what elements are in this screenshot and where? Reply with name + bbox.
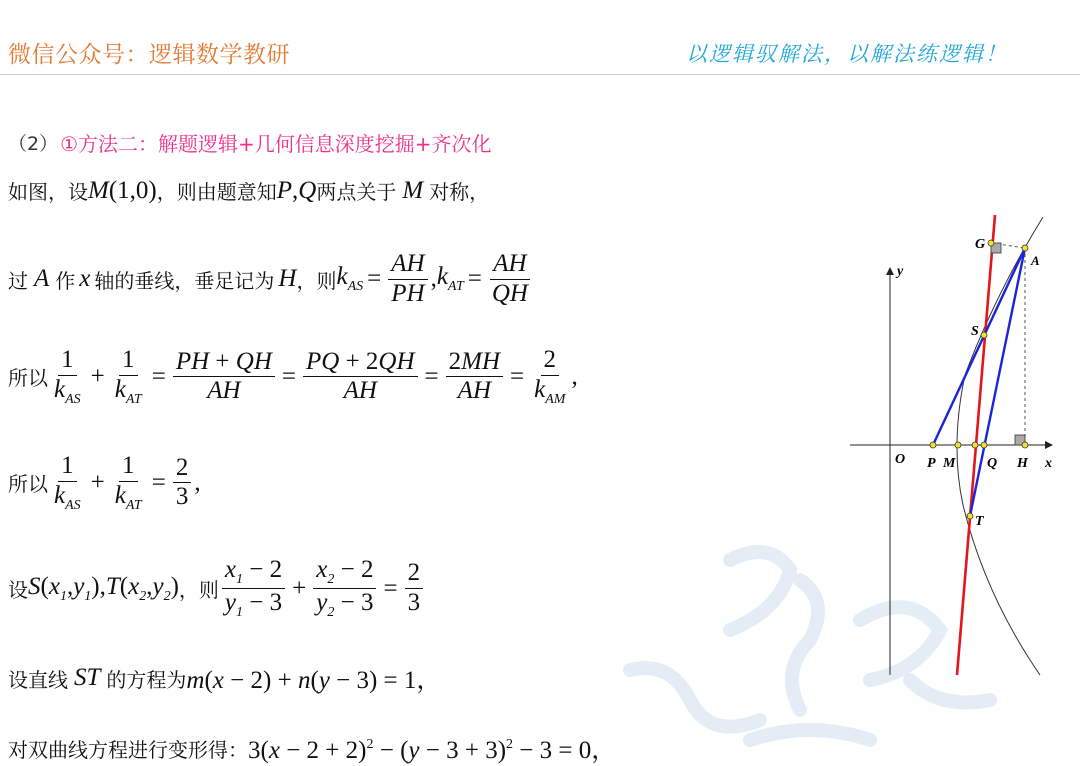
geometry-figure <box>845 205 1075 685</box>
frac-PQ2QH-AH: $\frac{PQ + 2QH}{AH}$ <box>303 348 418 407</box>
line2-text-b: 作 <box>55 268 76 293</box>
math-kAS-formula: $k_{AS}$ <box>336 263 364 295</box>
frac-2-3-b: $\frac{2}{3}$ <box>405 559 424 618</box>
section-number: （2） <box>8 133 59 155</box>
line1-text-b: ，则由题意知 <box>156 180 277 204</box>
point-H <box>1022 442 1028 448</box>
point-M <box>955 442 961 448</box>
label-A: A <box>1031 253 1040 268</box>
math-ST: ST <box>74 664 101 691</box>
header-divider <box>0 74 1080 75</box>
line2-text-d: ，则 <box>296 268 337 293</box>
label-T: T <box>975 514 984 529</box>
line6-text-b: 的方程为 <box>106 667 187 692</box>
frac-1-kAS-2: $\frac{1}{k_{AS}}$ <box>54 452 81 513</box>
frac-1-kAT: $\frac{1}{k_{AT}}$ <box>114 346 142 407</box>
point-A <box>1022 245 1028 251</box>
line1-text-a: 如图，设 <box>8 180 88 204</box>
header-right-slogan: 以逻辑驭解法，以解法练逻辑！ <box>686 42 1008 66</box>
math-x: x <box>79 265 91 293</box>
section-title: ①方法二：解题逻辑+几何信息深度挖掘+齐次化 <box>60 132 492 156</box>
point-red-x <box>972 442 978 448</box>
label-y: y <box>897 264 904 279</box>
math-PQ: P <box>276 176 293 204</box>
label-S: S <box>971 324 979 339</box>
label-O: O <box>895 452 906 467</box>
line4-text-a: 所以 <box>8 472 48 497</box>
frac-1-kAS: $\frac{1}{k_{AS}}$ <box>54 346 81 407</box>
frac-PHQH-AH: $\frac{PH + QH}{AH}$ <box>173 348 275 407</box>
math-A: A <box>34 265 50 293</box>
frac-AH-PH: $\frac{AH}{PH}$ <box>388 250 427 309</box>
frac-1-kAT-2: $\frac{1}{k_{AT}}$ <box>114 452 142 513</box>
text-line-1: 如图，设 M(1,0) ，则由题意知 P , Q 两点关于 M 对称， <box>8 176 490 204</box>
header-left-title: 微信公众号：逻辑数学教研 <box>8 42 290 68</box>
label-H: H <box>1017 456 1028 471</box>
line7-text-a: 对双曲线方程进行变形得： <box>8 737 248 762</box>
line1-text-d: 对称， <box>429 180 490 204</box>
math-M: M <box>402 176 424 204</box>
point-S <box>981 332 987 338</box>
math-M-def: M(1,0) <box>88 176 157 204</box>
point-P <box>930 442 936 448</box>
section-heading <box>8 128 492 157</box>
math-S-T-def: $S(x_1,y_1),T(x_2,y_2)$ <box>28 572 179 604</box>
text-line-2: 过 A 作 x 轴的垂线，垂足记为 H ，则 $k_{AS}$ = $\frac{AH}{PH}$ , $k_{AT}$ = $\frac{AH}{QH}$ <box>8 250 534 309</box>
frac-x1-y1: $\frac{x_1 - 2}{y_1 - 3}$ <box>222 556 285 621</box>
math-line-equation: m(x − 2) + n(y − 3) = 1， <box>186 667 442 694</box>
frac-2-kAM: $\frac{2}{k_{AM}}$ <box>534 346 566 407</box>
line2-text-a: 过 <box>8 268 28 293</box>
label-P: P <box>927 456 936 471</box>
label-M: M <box>943 456 956 471</box>
line1-text-c: 两点关于 <box>316 180 397 204</box>
point-G <box>988 240 994 246</box>
line3-text-a: 所以 <box>8 366 48 391</box>
point-T <box>967 513 973 519</box>
frac-x2-y2: $\frac{x_2 - 2}{y_2 - 3}$ <box>313 556 376 621</box>
frac-AH-QH: $\frac{AH}{QH}$ <box>491 250 528 307</box>
frac-2MH-AH: $\frac{2MH}{AH}$ <box>446 348 503 407</box>
frac-2-3: $\frac{2}{3}$ <box>173 454 192 513</box>
math-hyperbola-transform: $3(x - 2 + 2)^2 - (y - 3 + 3)^2 - 3 = 0$， <box>248 737 617 764</box>
label-x: x <box>1045 456 1052 471</box>
text-line-3: 所以 $\frac{1}{k_{AS}}$ + $\frac{1}{k_{AT}}$ = $\frac{PH + QH}{AH}$ = $\frac{PQ + 2QH}{AH}$ = $\frac{2MH}{AH}$ = $\frac{2}{k_{AM}}$ , <box>8 346 578 407</box>
math-H: H <box>278 265 297 293</box>
line6-text-a: 设直线 <box>8 667 68 692</box>
label-Q: Q <box>987 456 998 471</box>
point-Q <box>981 442 987 448</box>
line5-text-a: 设 <box>8 578 28 603</box>
line-TA-blue <box>970 248 1025 516</box>
text-line-6 <box>8 660 441 696</box>
text-line-4: 所以 $\frac{1}{k_{AS}}$ + $\frac{1}{k_{AT}}$ = $\frac{2}{3}$ , <box>8 452 201 513</box>
text-line-5: 设 $S(x_1,y_1),T(x_2,y_2)$ ，则 $\frac{x_1 - 2}{y_1 - 3}$ + $\frac{x_2 - 2}{y_2 - 3}$ = $\frac{2}{3}$ <box>8 556 426 621</box>
hyperbola-curve <box>957 217 1043 675</box>
line5-text-b: ，则 <box>178 578 219 603</box>
text-line-7 <box>8 730 616 766</box>
line2-text-c: 轴的垂线，垂足记为 <box>94 268 275 293</box>
label-G: G <box>975 237 986 252</box>
